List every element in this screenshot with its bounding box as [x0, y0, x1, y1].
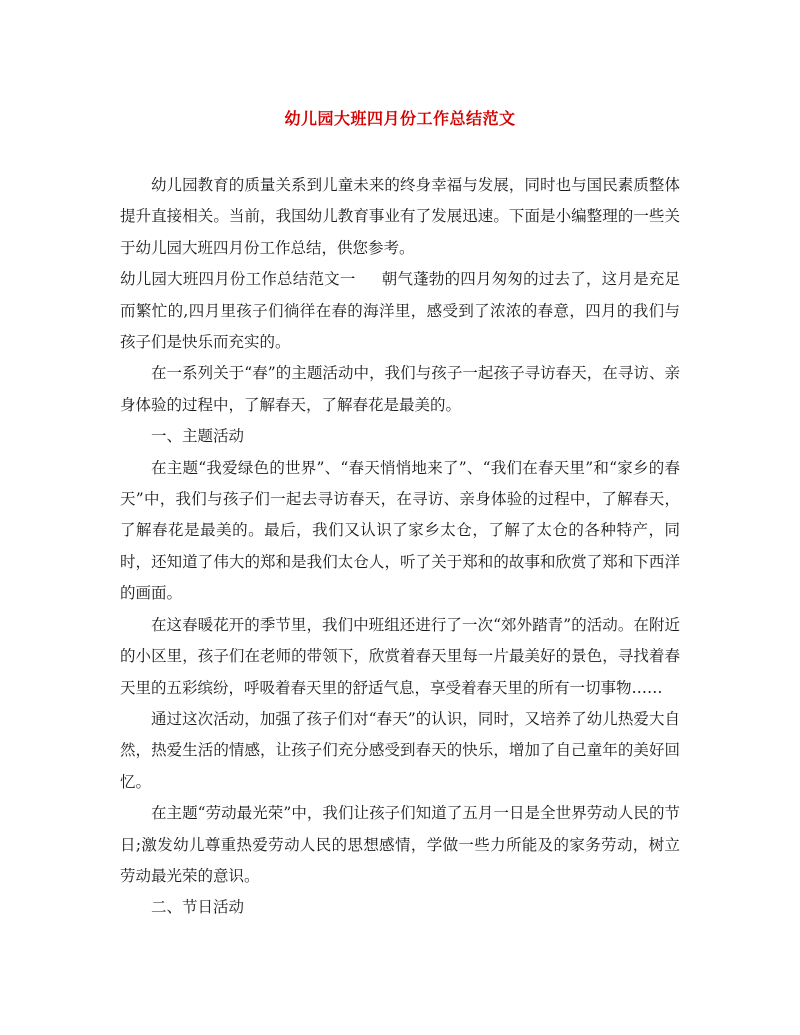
labor-paragraph: 在主题“劳动最光荣”中，我们让孩子们知道了五月一日是全世界劳动人民的节日;激发幼儿尊重热爱劳动人民的思想感情，学做一些力所能及的家务劳动，树立劳动最光荣的意识。	[120, 804, 680, 885]
section-heading-theme: 一、主题活动	[151, 427, 245, 446]
document-title: 幼儿园大班四月份工作总结范文	[284, 109, 516, 128]
theme-paragraph: 在主题“我爱绿色的世界”、“春天悄悄地来了”、“我们在春天里”和“家乡的春天”中，我们与孩子们一起去寻访春天，在寻访、亲身体验的过程中，了解春天，了解春花是最美的。最后，我们又认识了家乡太仓，了解了太仓的各种特产，同时，还知道了伟大的郑和是我们太仓人，听了关于郑和的故事和欣赏了郑和下西洋的画面。	[120, 458, 680, 603]
spring-series-paragraph: 在一系列关于“春”的主题活动中，我们与孩子一起孩子寻访春天，在寻访、亲身体验的过程中，了解春天，了解春花是最美的。	[120, 364, 680, 414]
section-heading-festival: 二、节日活动	[151, 898, 245, 917]
outing-paragraph: 在这春暖花开的季节里，我们中班组还进行了一次“郊外踏青”的活动。在附近的小区里，孩子们在老师的带领下，欣赏着春天里每一片最美好的景色，寻找着春天里的五彩缤纷，呼吸着春天里的舒适气息，享受着春天里的所有一切事物……	[120, 615, 680, 697]
intro-paragraph: 幼儿园教育的质量关系到儿童未来的终身幸福与发展，同时也与国民素质整体提升直接相关。当前，我国幼儿教育事业有了发展迅速。下面是小编整理的一些关于幼儿园大班四月份工作总结，供您参考。	[120, 176, 680, 257]
sample-body: 朝气蓬勃的四月匆匆的过去了，这月是充足而繁忙的,四月里孩子们徜徉在春的海洋里，感受到了浓浓的春意，四月的我们与孩子们是快乐而充实的。	[120, 270, 680, 352]
sample-label: 幼儿园大班四月份工作总结范文一	[120, 270, 356, 289]
sample-paragraph	[120, 264, 680, 358]
document-body	[120, 170, 680, 924]
result-paragraph: 通过这次活动，加强了孩子们对“春天”的认识，同时，又培养了幼儿热爱大自然，热爱生活的情感，让孩子们充分感受到春天的快乐，增加了自己童年的美好回忆。	[120, 709, 680, 791]
